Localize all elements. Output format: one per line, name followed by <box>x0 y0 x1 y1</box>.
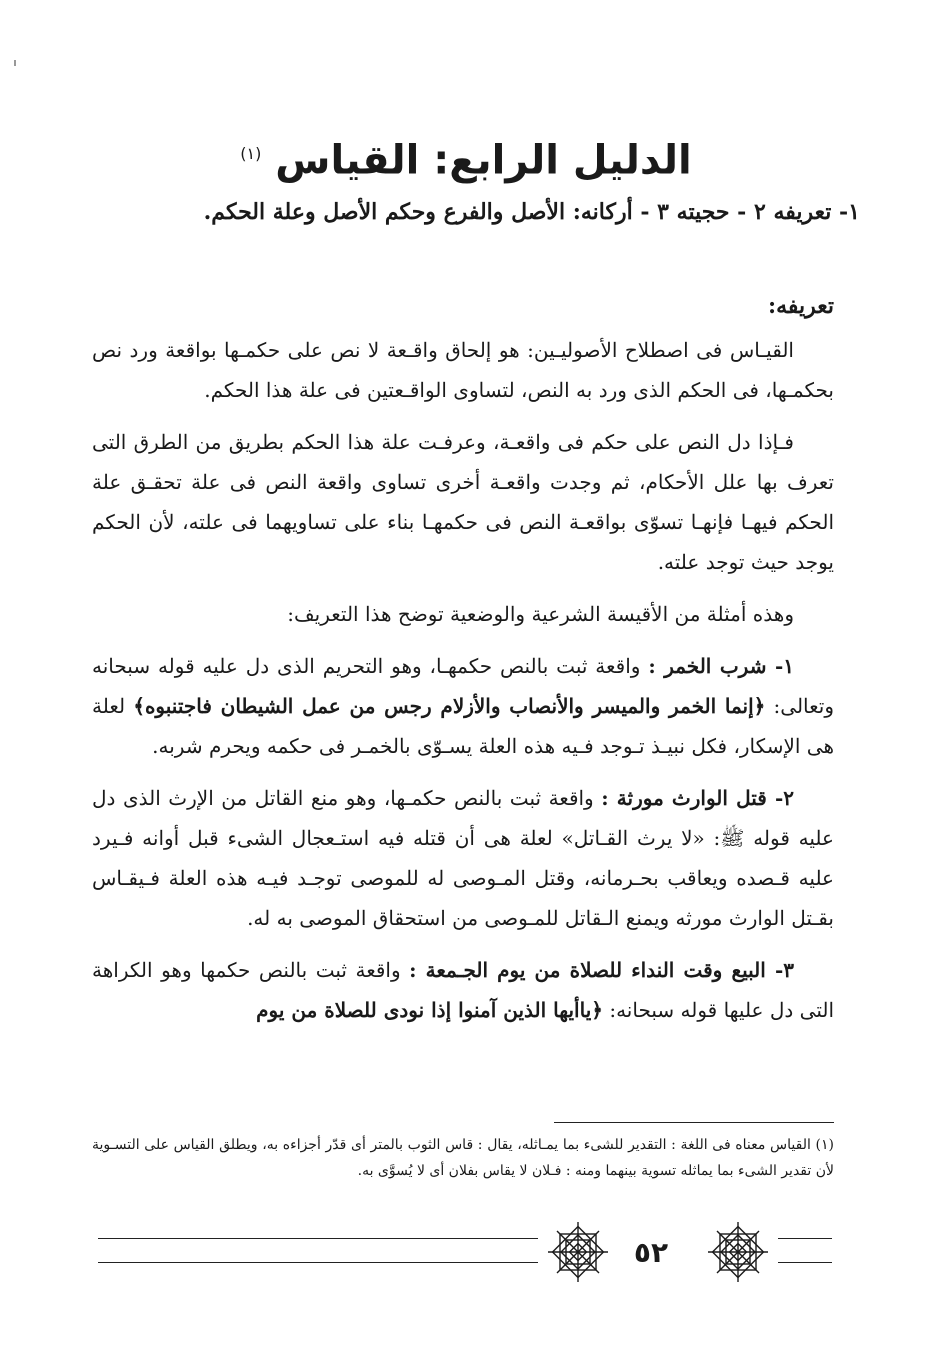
footnote-separator <box>554 1122 834 1123</box>
page-number: ٥٢ <box>633 1236 669 1269</box>
quran-quote: ﴿ياأيها الذين آمنوا إذا نودى للصلاة من يوم <box>256 998 603 1022</box>
section-heading: تعريفه: <box>767 293 834 319</box>
page-footer <box>0 1218 932 1288</box>
paragraph: فـإذا دل النص على حكم فى واقعـة، وعرفـت علة هذا الحكم بطريق من الطرق التى تعرف بها علل الأحكام، ثم وجدت واقعـة أخرى تساوى واقعة النص فى علة تحقـق علة الحكم فيهـا فإنهـا تسوّى بواقعـة النص فى حكمهـا بناء على تساويهما فى علته، لأن الحكم يوجد حيث توجد علته. <box>92 430 834 574</box>
paragraph: القيـاس فى اصطلاح الأصوليـين: هو إلحاق واقـعة لا نص على حكمـها بواقعة ورد نص بحكمـها، فى الحكم الذى ورد به النص، لتساوى الواقـعتين فى علة هذا الحكم. <box>92 338 834 402</box>
example-text: لعلة هى الإسكار، فكل نبيـذ تـوجد فـيه هذه العلة يسـوّى بالخمـر فى حكمه ويحرم شربه. <box>92 694 834 758</box>
example-text: واقعة ثبت بالنص حكمـها، وهو منع القاتل من الإرث الذى دل عليه قوله ﷺ: «لا يرث القـاتل» لعلة هى أن قتله فيه استـعجال الشىء قبل أوانه فـيرد عليه قـصده ويعاقب بحـرمانه، وقتل المـوصى له للموصى توجـد فيـه هذه العلة فـيقـاس بقـتل الوارث مورثه ويمنع الـقاتل للمـوصى من استحقاق الموصى به له. <box>92 786 834 930</box>
example-paragraph <box>92 646 834 766</box>
example-lead: ٣- البيع وقت النداء للصلاة من يوم الجـمعة : <box>409 958 795 982</box>
scan-mark <box>14 60 16 66</box>
example-text: واقعة ثبت بالنص حكمهـا، وهو التحريم الذى دل عليه قوله سبحانه وتعالى: <box>92 654 835 718</box>
geometric-star-ornament-icon <box>706 1220 770 1284</box>
chapter-title <box>80 118 852 196</box>
footnote-reference: (١) <box>240 144 262 163</box>
example-paragraph <box>92 950 834 1030</box>
example-text: واقعة ثبت بالنص حكمها وهو الكراهة التى دل عليها قوله سبحانه: <box>92 958 834 1022</box>
example-lead: ٢- قتل الوارث مورثة : <box>601 786 795 810</box>
footnote: (١) القياس معناه فى اللغة : التقدير للشىء بما يمـاثله، يقال : قاس الثوب بالمتر أى قدّر أجزاءه به، ويطلق القياس على التسـوية لأن تقدير الشىء بما يماثله تسوية بينهما ومنه : فـلان لا يقاس بفلان أى لا يُسوَّى به. <box>92 1137 834 1179</box>
footer-rule <box>778 1238 832 1239</box>
footer-rule <box>98 1262 538 1263</box>
paragraph: وهذه أمثلة من الأقيسة الشرعية والوضعية توضح هذا التعريف: <box>287 602 794 626</box>
chapter-outline: ١- تعريفه ٢ - حجيته ٣ - أركانه: الأصل والفرع وحكم الأصل وعلة الحكم. <box>203 199 860 225</box>
quran-quote: ﴿إنما الخمر والميسر والأنصاب والأزلام رجس من عمل الشيطان فاجتنبوه﴾ <box>133 694 766 718</box>
footer-rule <box>778 1262 832 1263</box>
chapter-title-text: الدليل الرابع: القياس <box>275 137 692 184</box>
example-paragraph <box>92 778 834 938</box>
footer-rule <box>98 1238 538 1239</box>
geometric-star-ornament-icon <box>546 1220 610 1284</box>
main-text <box>92 286 834 1042</box>
example-lead: ١- شرب الخمر : <box>648 654 794 678</box>
